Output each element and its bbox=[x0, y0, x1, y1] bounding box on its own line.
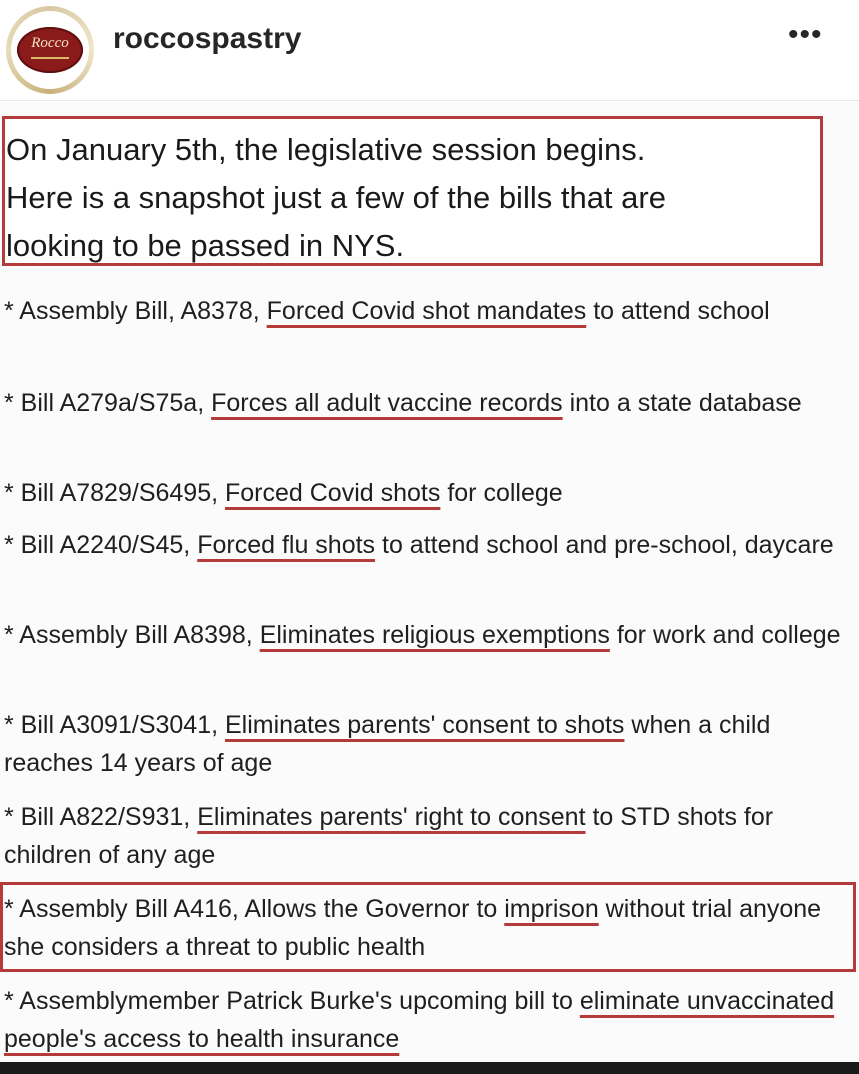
bill-trail: without trial anyone she considers a threat to public health bbox=[4, 895, 822, 961]
post-header bbox=[0, 0, 859, 101]
logo-divider bbox=[31, 57, 69, 59]
bill-lead: * Assembly Bill A416, Allows the Governor to bbox=[4, 895, 505, 923]
avatar[interactable] bbox=[6, 6, 94, 94]
bill-emphasis: Eliminates parents' right to consent bbox=[197, 803, 586, 831]
bill-trail: when a child reaches 14 years of age bbox=[4, 711, 771, 777]
bill-lead: * Assemblymember Patrick Burke's upcoming bill to bbox=[4, 987, 580, 1015]
bill-trail: for college bbox=[440, 479, 563, 507]
intro-line: On January 5th, the legislative session begins. bbox=[6, 132, 646, 167]
bill-item bbox=[4, 384, 852, 422]
username[interactable]: roccospastry bbox=[113, 22, 302, 55]
bill-emphasis: Forces all adult vaccine records bbox=[211, 389, 563, 417]
bill-emphasis: Forced Covid shot mandates bbox=[266, 297, 587, 325]
bill-emphasis: Forced Covid shots bbox=[225, 479, 441, 507]
bill-lead: * Bill A3091/S3041, bbox=[4, 711, 225, 739]
bill-emphasis: eliminate unvaccinated people's access to health insurance bbox=[4, 987, 835, 1053]
bill-emphasis: Forced flu shots bbox=[197, 531, 376, 559]
bill-item bbox=[4, 526, 852, 564]
bill-trail: to STD shots for children of any age bbox=[4, 803, 774, 869]
bill-emphasis: Eliminates parents' consent to shots bbox=[225, 711, 625, 739]
bill-item bbox=[4, 706, 852, 782]
intro-line: Here is a snapshot just a few of the bills that are bbox=[6, 180, 666, 215]
bill-lead: * Bill A7829/S6495, bbox=[4, 479, 225, 507]
bill-item bbox=[4, 982, 852, 1058]
rocco-logo bbox=[17, 27, 83, 73]
bill-lead: * Assembly Bill, A8378, bbox=[4, 297, 267, 325]
bill-lead: * Bill A279a/S75a, bbox=[4, 389, 212, 417]
bill-trail: for work and college bbox=[609, 621, 841, 649]
more-options-icon[interactable]: ••• bbox=[788, 18, 823, 51]
bill-emphasis: imprison bbox=[504, 895, 599, 923]
bill-item bbox=[4, 616, 852, 654]
bill-lead: * Assembly Bill A8398, bbox=[4, 621, 260, 649]
bill-trail: to attend school and pre-school, daycare bbox=[375, 531, 834, 559]
bill-trail: to attend school bbox=[586, 297, 770, 325]
post-image bbox=[0, 102, 859, 1074]
bill-item-highlighted bbox=[4, 890, 852, 966]
intro-line: looking to be passed in NYS. bbox=[6, 228, 405, 263]
intro-text bbox=[6, 126, 818, 270]
bill-item bbox=[4, 292, 852, 330]
bottom-edge bbox=[0, 1062, 859, 1074]
avatar-inner bbox=[11, 11, 89, 89]
bill-item bbox=[4, 474, 852, 512]
logo-text: Rocco bbox=[31, 35, 69, 51]
bill-lead: * Bill A2240/S45, bbox=[4, 531, 198, 559]
bill-trail: into a state database bbox=[562, 389, 802, 417]
bill-emphasis: Eliminates religious exemptions bbox=[259, 621, 610, 649]
bill-lead: * Bill A822/S931, bbox=[4, 803, 198, 831]
bill-item bbox=[4, 798, 852, 874]
